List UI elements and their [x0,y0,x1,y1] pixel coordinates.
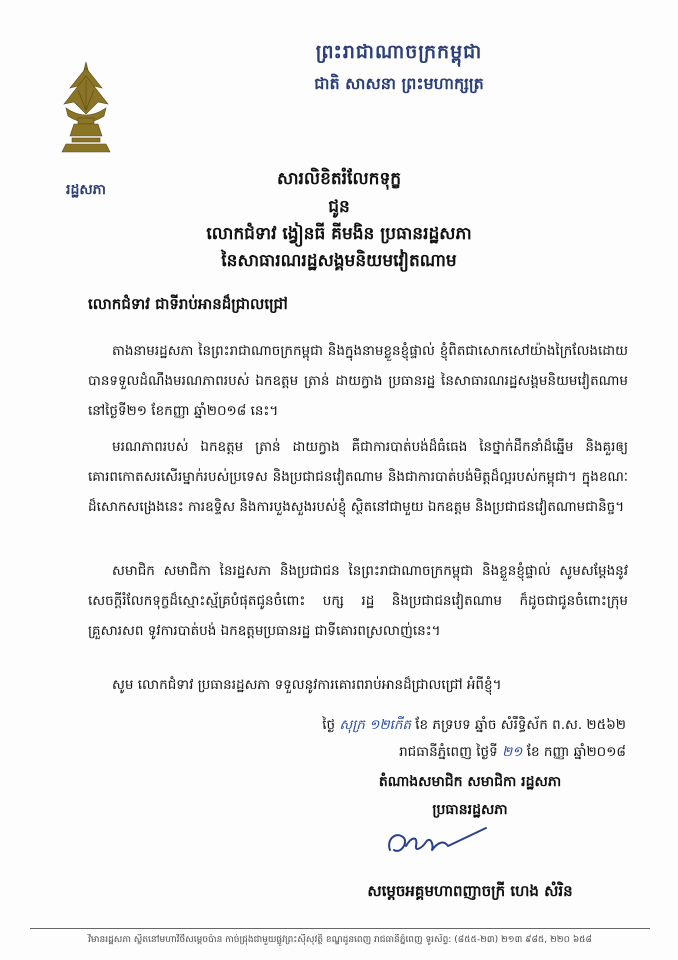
body-paragraph: តាងនាមរដ្ឋសភា នៃព្រះរាជាណាចក្រកម្ពុជា និងក្នុងនាមខ្លួនខ្ញុំផ្ទាល់ ខ្ញុំពិតជាសោកសៅយ៉ាងក្រៃលែងដោយបានទទួលដំណឹងមរណភាពរបស់ ឯកឧត្តម ត្រាន់ ដាយក្វាង ប្រធានរដ្ឋ នៃសាធារណរដ្ឋសង្គមនិយមវៀតណាម នៅថ្ងៃទី២១ ខែកញ្ញា ឆ្នាំ២០១៨ នេះ។ [88,343,628,419]
letter-title: សារលិខិតរំលែកទុក្ខ [276,169,402,189]
solar-date-handwritten: ២១ [501,744,523,760]
institution-label: រដ្ឋសភា [66,182,106,198]
salutation: លោកជំទាវ ជាទីរាប់អានដ៏ជ្រាលជ្រៅ [88,295,288,313]
lunar-date-handwritten: សុក្រ ១២កើត [339,717,411,733]
national-assembly-emblem-icon [56,60,116,160]
solar-date [399,743,626,763]
letter-to: ជូន [328,197,350,217]
signer-position: ប្រធានរដ្ឋសភា [432,802,508,818]
kingdom-heading: ព្រះរាជាណាចក្រកម្ពុជា [315,41,483,63]
body-paragraph: សមាជិក សមាជិកា នៃរដ្ឋសភា និងប្រជាជន នៃព្រះរាជាណាចក្រកម្ពុជា និងខ្លួនខ្ញុំផ្ទាល់ សូមសម្តែងនូវសេចក្តីរំលែកទុក្ខដ៏ស្មោះស្ម័គ្របំផុតជូនចំពោះ បក្ស រដ្ឋ និងប្រជាជនវៀតណាម ក៏ដូចជាជូនចំពោះក្រុមគ្រួសារសព ទូវការបាត់បង់ ឯកឧត្តមប្រធានរដ្ឋ ជាទីគោរពស្រលាញ់នេះ។ [88,563,628,639]
solar-date-suffix: ខែ កញ្ញា ឆ្នាំ២០១៨ [526,744,626,760]
on-behalf-label: តំណាងសមាជិក សមាជិកា រដ្ឋសភា [378,774,562,790]
footer-address: វិមានរដ្ឋសភា ស្ថិតនៅមហាវិថីសម្តេចប៉ាន កាច់ជ្រុងជាមួយផ្លូវព្រះស៊ីសុវត្ថិ ខណ្ឌដូនពេញ រាជធានីភ្នំពេញ ទូរស័ព្ទ: (៨៥៥-២៣) ២១៣ ៩៨៥, ២២០ ៦៥៨ [88,935,592,945]
solar-date-prefix: រាជធានីភ្នំពេញ ថ្ងៃទី [399,744,498,760]
footer-divider [30,928,650,929]
national-motto: ជាតិ សាសនា ព្រះមហាក្សត្រ [314,74,484,93]
recipient-country: នៃសាធារណរដ្ឋសង្គមនិយមវៀតណាម [221,251,457,271]
lunar-date-suffix: ខែ ភទ្របទ ឆ្នាំច សំរឹទ្ធិស័ក ព.ស. ២៥៦២ [415,717,626,733]
lunar-date-prefix: ថ្ងៃ [322,717,336,733]
signer-name: សម្តេចអគ្គមហាពញាចក្រី ហេង សំរិន [367,882,573,900]
body-paragraph: មរណភាពរបស់ ឯកឧត្តម ត្រាន់ ដាយក្វាង គឺជាការបាត់បង់ដ៏ធំធេង នៃថ្នាក់ដឹកនាំដ៏ឆ្នើម និងគួរឲ្យគោរពកោតសរសើរម្នាក់របស់ប្រទេស និងប្រជាជនវៀតណាម និងជាការបាត់បង់មិត្តដ៏ល្អរបស់កម្ពុជា។ ក្នុងខណៈដ៏សោកសង្រេងនេះ ការឧទ្ទិស និងការបួងសួងរបស់ខ្ញុំ ស្ថិតនៅជាមួយ ឯកឧត្តម និងប្រជាជនវៀតណាមជានិច្ច។ [88,439,628,515]
recipient-name: លោកជំទាវ ង្វៀនធី គីមងិន ប្រធានរដ្ឋសភា [206,224,472,244]
closing-paragraph: សូម លោកជំទាវ ប្រធានរដ្ឋសភា ទទួលនូវការគោរពរាប់អានដ៏ជ្រាលជ្រៅ អំពីខ្ញុំ។ [112,677,502,693]
handwritten-signature [382,820,492,866]
lunar-date [322,716,626,736]
